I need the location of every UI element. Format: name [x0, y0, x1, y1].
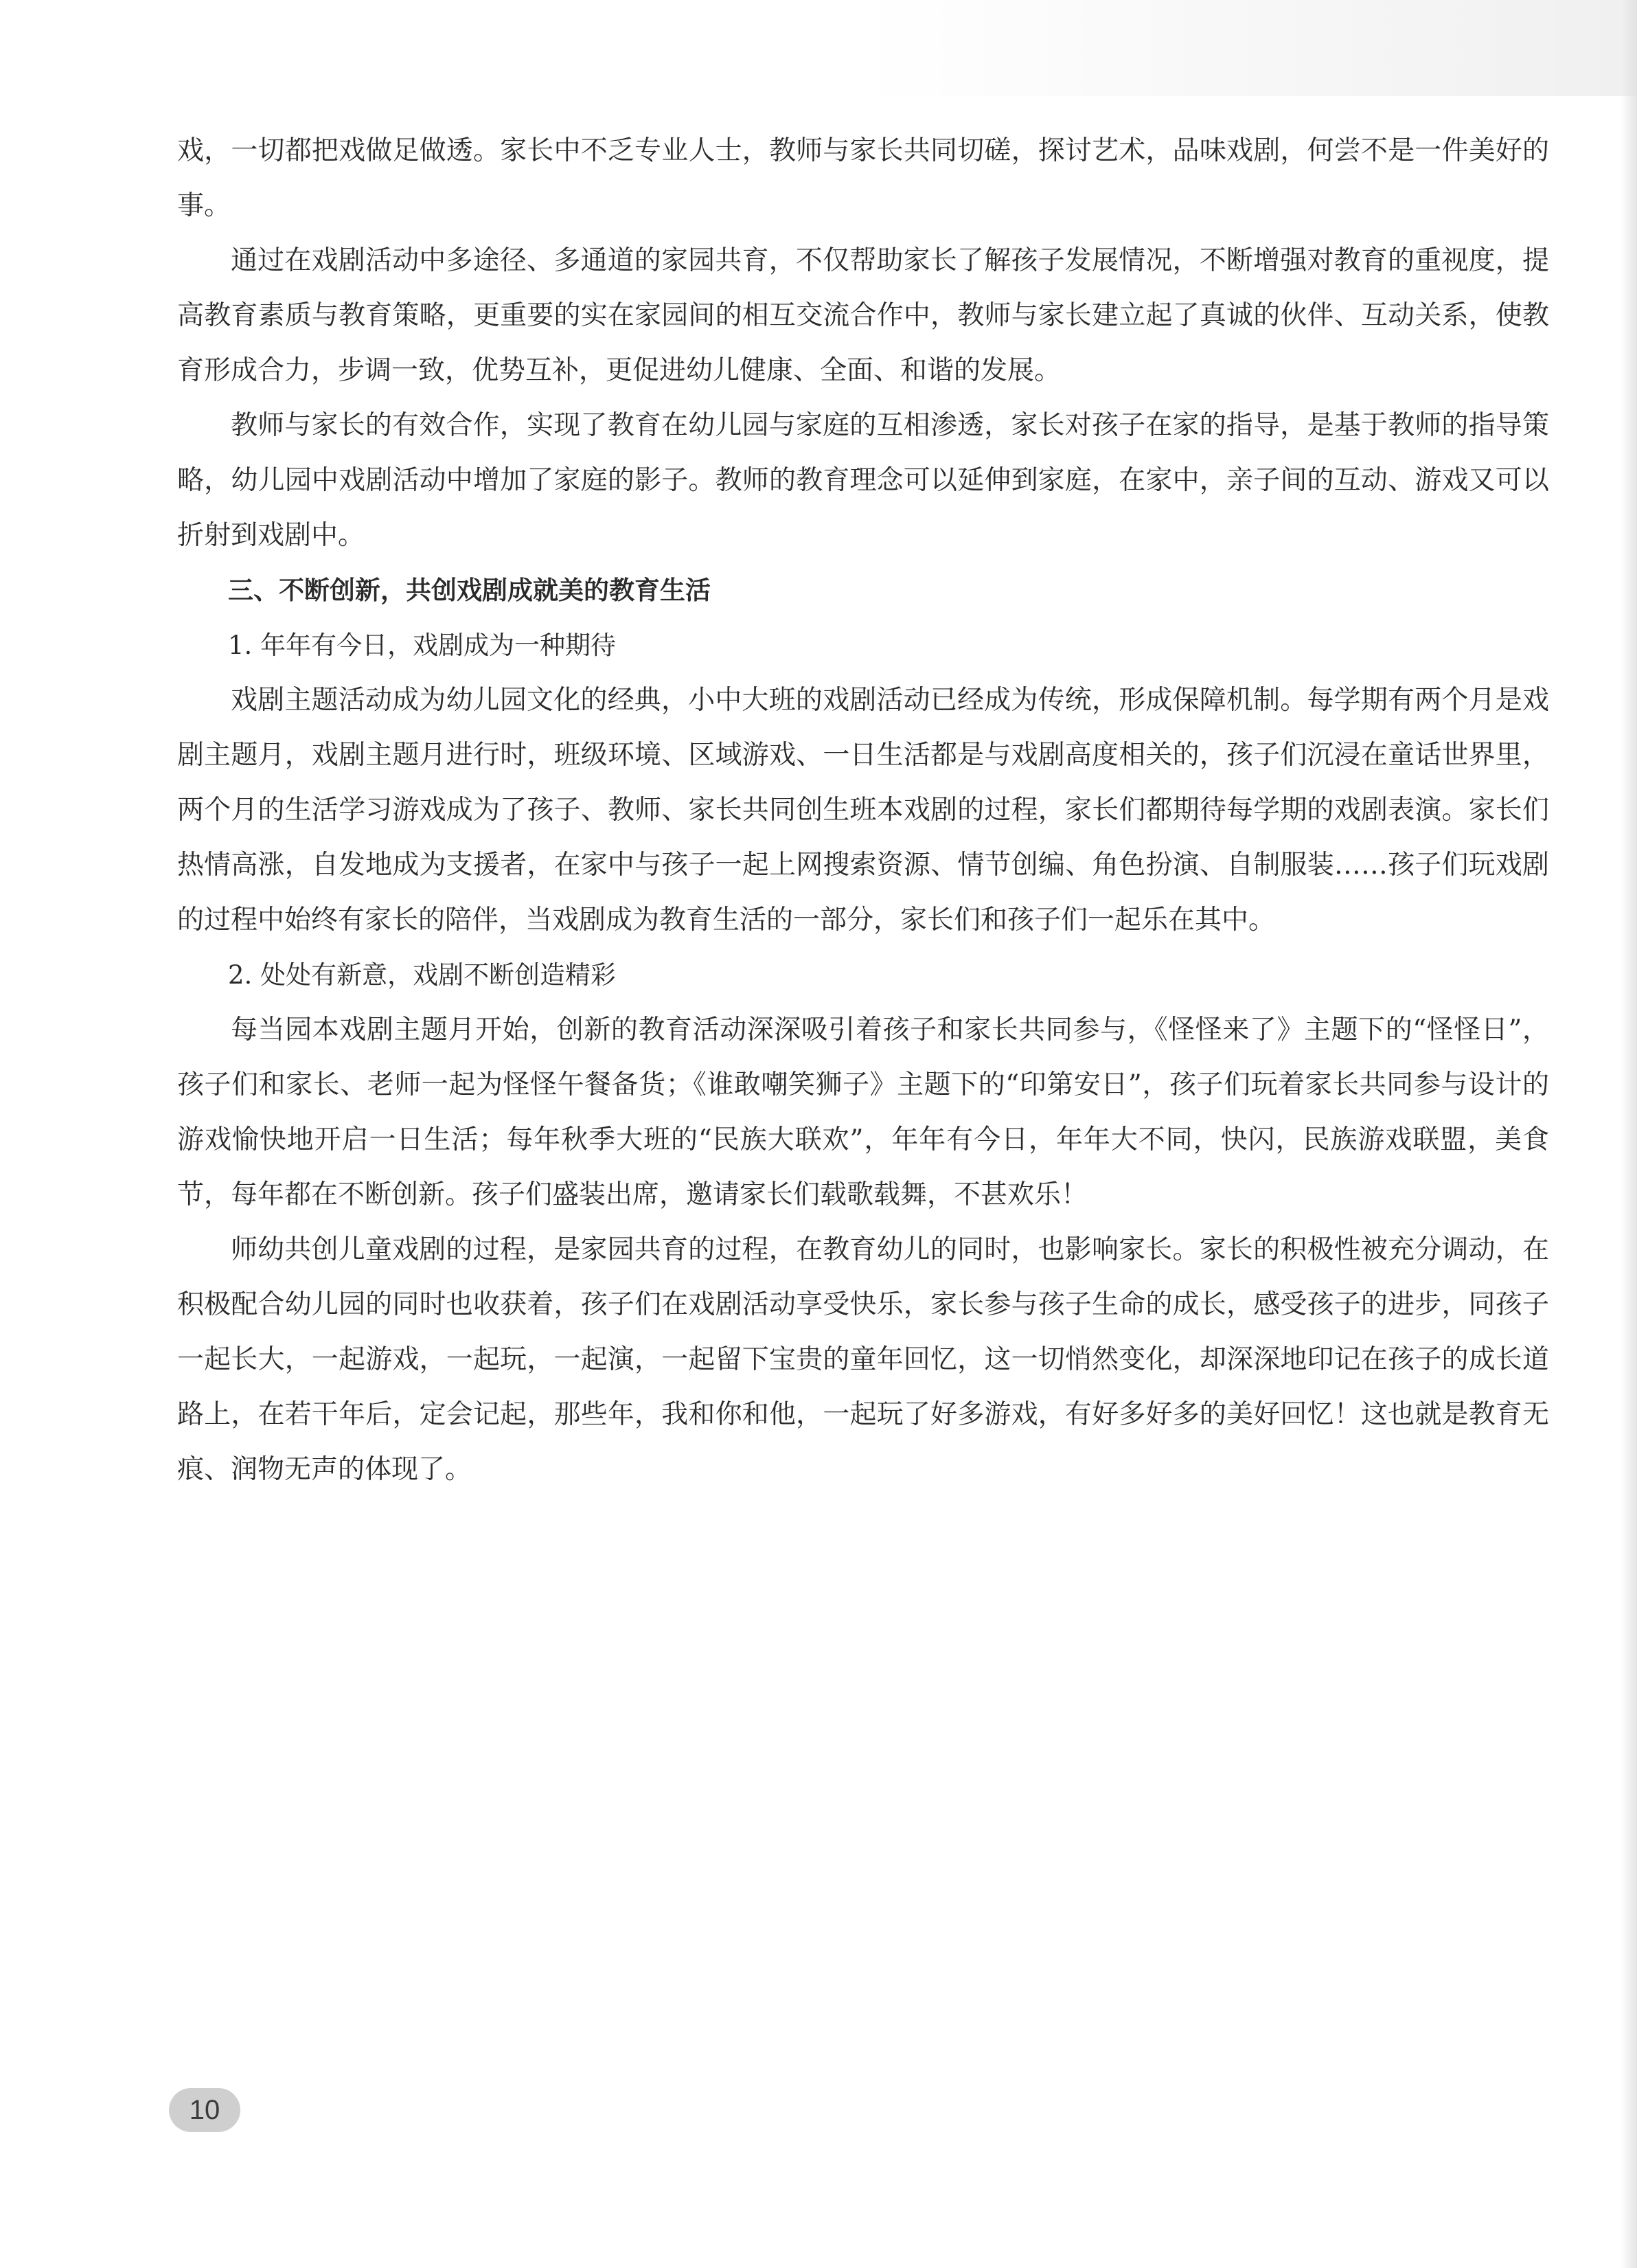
paragraph-conclusion: 师幼共创儿童戏剧的过程，是家园共育的过程，在教育幼儿的同时，也影响家长。家长的积极性被充分调动，在积极配合幼儿园的同时也收获着，孩子们在戏剧活动享受快乐，家长参与孩子生命的成长，感受孩子的进步，同孩子一起长大，一起游戏，一起玩，一起演，一起留下宝贵的童年回忆，这一切悄然变化，却深深地印记在孩子的成长道路上，在若干年后，定会记起，那些年，我和你和他，一起玩了好多游戏，有好多好多的美好回忆！这也就是教育无痕、润物无声的体现了。: [177, 1234, 1549, 1485]
paragraph-effective-cooperation: 教师与家长的有效合作，实现了教育在幼儿园与家庭的互相渗透，家长对孩子在家的指导，是基于教师的指导策略，幼儿园中戏剧活动中增加了家庭的影子。教师的教育理念可以延伸到家庭，在家中，亲子间的互动、游戏又可以折射到戏剧中。: [177, 410, 1549, 551]
paragraph-continuation: 戏，一切都把戏做足做透。家长中不乏专业人士，教师与家长共同切磋，探讨艺术，品味戏剧，何尝不是一件美好的事。: [177, 135, 1549, 221]
page-number: 10: [169, 2088, 240, 2132]
subsection-heading-2: 2. 处处有新意，戏剧不断创造精彩: [228, 960, 617, 990]
page-edge-shadow: [1621, 0, 1637, 2268]
subsection-heading-1: 1. 年年有今日，戏剧成为一种期待: [228, 631, 617, 660]
scan-shadow: [858, 0, 1637, 96]
paragraph-family-cooperation: 通过在戏剧活动中多途径、多通道的家园共育，不仅帮助家长了解孩子发展情况，不断增强对教育的重视度，提高教育素质与教育策略，更重要的实在家园间的相互交流合作中，教师与家长建立起了真诚的伙伴、互动关系，使教育形成合力，步调一致，优势互补，更促进幼儿健康、全面、和谐的发展。: [177, 245, 1549, 386]
section-heading: 三、不断创新，共创戏剧成就美的教育生活: [228, 576, 711, 605]
paragraph-innovation: 每当园本戏剧主题月开始，创新的教育活动深深吸引着孩子和家长共同参与，《怪怪来了》主题下的“怪怪日”，孩子们和家长、老师一起为怪怪午餐备货；《谁敢嘲笑狮子》主题下的“印第安日”，孩子们玩着家长共同参与设计的游戏愉快地开启一日生活；每年秋季大班的“民族大联欢”，年年有今日，年年大不同，快闪，民族游戏联盟，美食节，每年都在不断创新。孩子们盛装出席，邀请家长们载歌载舞，不甚欢乐！: [177, 1014, 1549, 1210]
page-body: [177, 124, 1549, 1497]
paragraph-theme-month: 戏剧主题活动成为幼儿园文化的经典，小中大班的戏剧活动已经成为传统，形成保障机制。每学期有两个月是戏剧主题月，戏剧主题月进行时，班级环境、区域游戏、一日生活都是与戏剧高度相关的，孩子们沉浸在童话世界里，两个月的生活学习游戏成为了孩子、教师、家长共同创生班本戏剧的过程，家长们都期待每学期的戏剧表演。家长们热情高涨，自发地成为支援者，在家中与孩子一起上网搜索资源、情节创编、角色扮演、自制服装……孩子们玩戏剧的过程中始终有家长的陪伴，当戏剧成为教育生活的一部分，家长们和孩子们一起乐在其中。: [177, 685, 1549, 935]
